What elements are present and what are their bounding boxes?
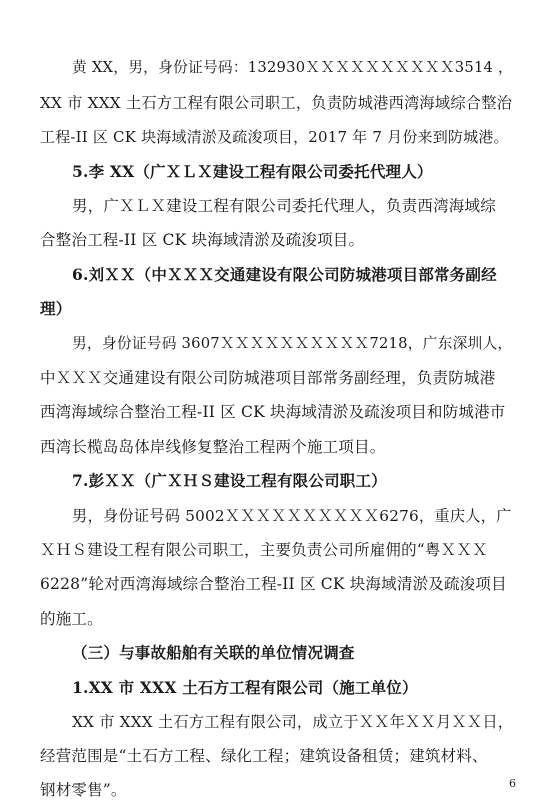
- paragraph-line: 的施工。: [40, 610, 103, 628]
- paragraph-line: 西湾海域综合整治工程-II 区 CK 块海域清淤及疏浚项目和防城港市: [40, 403, 506, 421]
- paragraph-line: XX 市 XXX 土石方工程有限公司职工，负责防城港西湾海域综合整治: [40, 94, 513, 112]
- paragraph-line: 工程-II 区 CK 块海域清淤及疏浚项目，2017 年 7 月份来到防城港。: [40, 128, 509, 146]
- paragraph-line: 黄 XX，男，身份证号码：132930ＸＸＸＸＸＸＸＸＸＸ3514 ，: [72, 59, 513, 76]
- section-heading: （三）与事故船舶有关联的单位情况调查: [72, 643, 355, 662]
- paragraph-line: 6228”轮对西湾海域综合整治工程-II 区 CK 块海域清淤及疏浚项目: [40, 575, 507, 593]
- paragraph-line: 中ＸＸＸ交通建设有限公司防城港项目部常务副经理，负责防城港: [40, 369, 496, 387]
- paragraph-line: 经营范围是“土石方工程、绿化工程；建筑设备租赁；建筑材料、: [40, 747, 488, 765]
- section-heading: 7.彭ＸＸ（广ＸＨＳ建设工程有限公司职工）: [72, 471, 387, 490]
- paragraph-line: XX 市 XXX 土石方工程有限公司，成立于ＸＸ年ＸＸ月ＸＸ日，: [72, 713, 514, 731]
- page-number: 6: [509, 777, 516, 790]
- section-heading: 5.李 XX（广ＸＬＸ建设工程有限公司委托代理人）: [72, 162, 433, 181]
- paragraph-line: 合整治工程-II 区 CK 块海域清淤及疏浚项目。: [40, 231, 365, 249]
- paragraph-line: 钢材零售”。: [40, 781, 127, 799]
- section-heading: 理）: [40, 299, 72, 318]
- paragraph-line: 男，身份证号码 5002ＸＸＸＸＸＸＸＸＸＸ6276，重庆人，广: [72, 507, 512, 525]
- section-heading: 6.刘ＸＸ（中ＸＸＸ交通建设有限公司防城港项目部常务副经: [72, 265, 497, 284]
- section-heading: 1.XX 市 XXX 土石方工程有限公司（施工单位）: [72, 678, 418, 697]
- paragraph-line: 男，广ＸＬＸ建设工程有限公司委托代理人，负责西湾海域综: [72, 197, 496, 215]
- paragraph-line: 男，身份证号码 3607ＸＸＸＸＸＸＸＸＸＸ7218，广东深圳人，: [72, 335, 513, 352]
- paragraph-line: ＸＨＳ建设工程有限公司职工，主要负责公司所雇佣的“粤ＸＸＸ: [40, 541, 488, 559]
- paragraph-line: 西湾长榄岛岛体岸线修复整治工程两个施工项目。: [40, 438, 386, 456]
